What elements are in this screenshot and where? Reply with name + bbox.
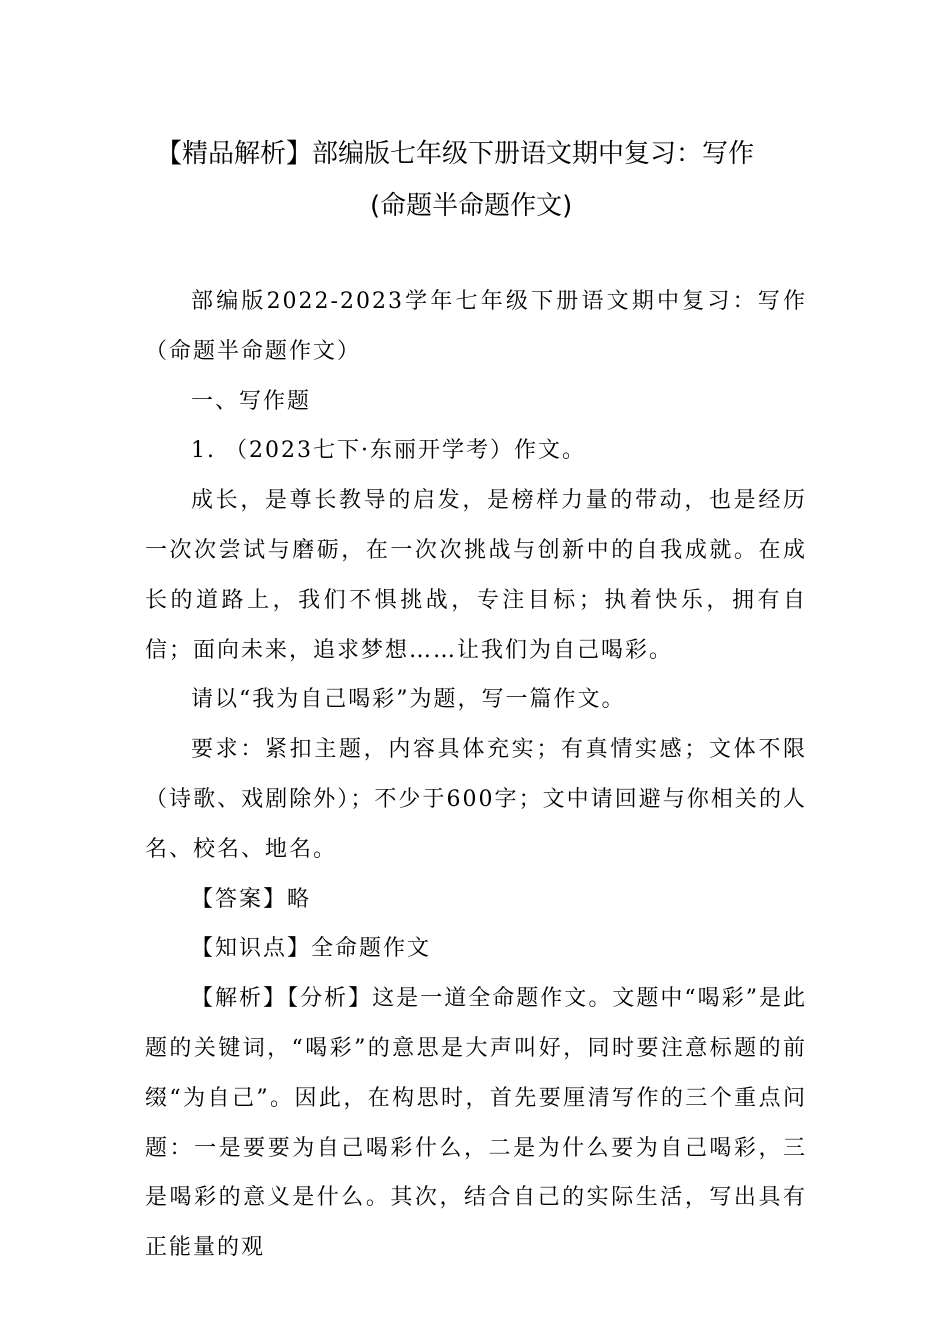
document-body: [145, 277, 807, 1273]
title-line-1: 【精品解析】部编版七年级下册语文期中复习：写作: [156, 139, 755, 169]
answer-paragraph: 【答案】略: [191, 886, 312, 912]
prompt-paragraph: 成长，是尊长教导的启发，是榜样力量的带动，也是经历一次次尝试与磨砺，在一次次挑战与创新中的自我成就。在成长的道路上，我们不惧挑战，专注目标；执着快乐，拥有自信；面向未来，追求梦想……让我们为自己喝彩。: [145, 488, 807, 663]
section-heading: 一、写作题: [191, 388, 312, 414]
question-number: 1. （2023七下·东丽开学考）作文。: [191, 438, 586, 464]
document-title: [120, 128, 860, 232]
title-line-2: (命题半命题作文): [370, 191, 573, 221]
requirements-paragraph: 要求：紧扣主题，内容具体充实；有真情实感；文体不限（诗歌、戏剧除外）；不少于600字；文中请回避与你相关的人名、校名、地名。: [145, 737, 807, 862]
analysis-paragraph: 【解析】【分析】这是一道全命题作文。文题中“喝彩”是此题的关键词，“喝彩”的意思是大声叫好，同时要注意标题的前缀“为自己”。因此，在构思时，首先要厘清写作的三个重点问题：一是要要为自己喝彩什么，二是为什么要为自己喝彩，三是喝彩的意义是什么。其次，结合自己的实际生活，写出具有正能量的观: [145, 986, 807, 1261]
knowledge-point-paragraph: 【知识点】全命题作文: [191, 936, 432, 962]
subtitle-paragraph: 部编版2022-2023学年七年级下册语文期中复习：写作（命题半命题作文）: [145, 289, 807, 364]
task-paragraph: 请以“我为自己喝彩”为题，写一篇作文。: [191, 687, 626, 713]
